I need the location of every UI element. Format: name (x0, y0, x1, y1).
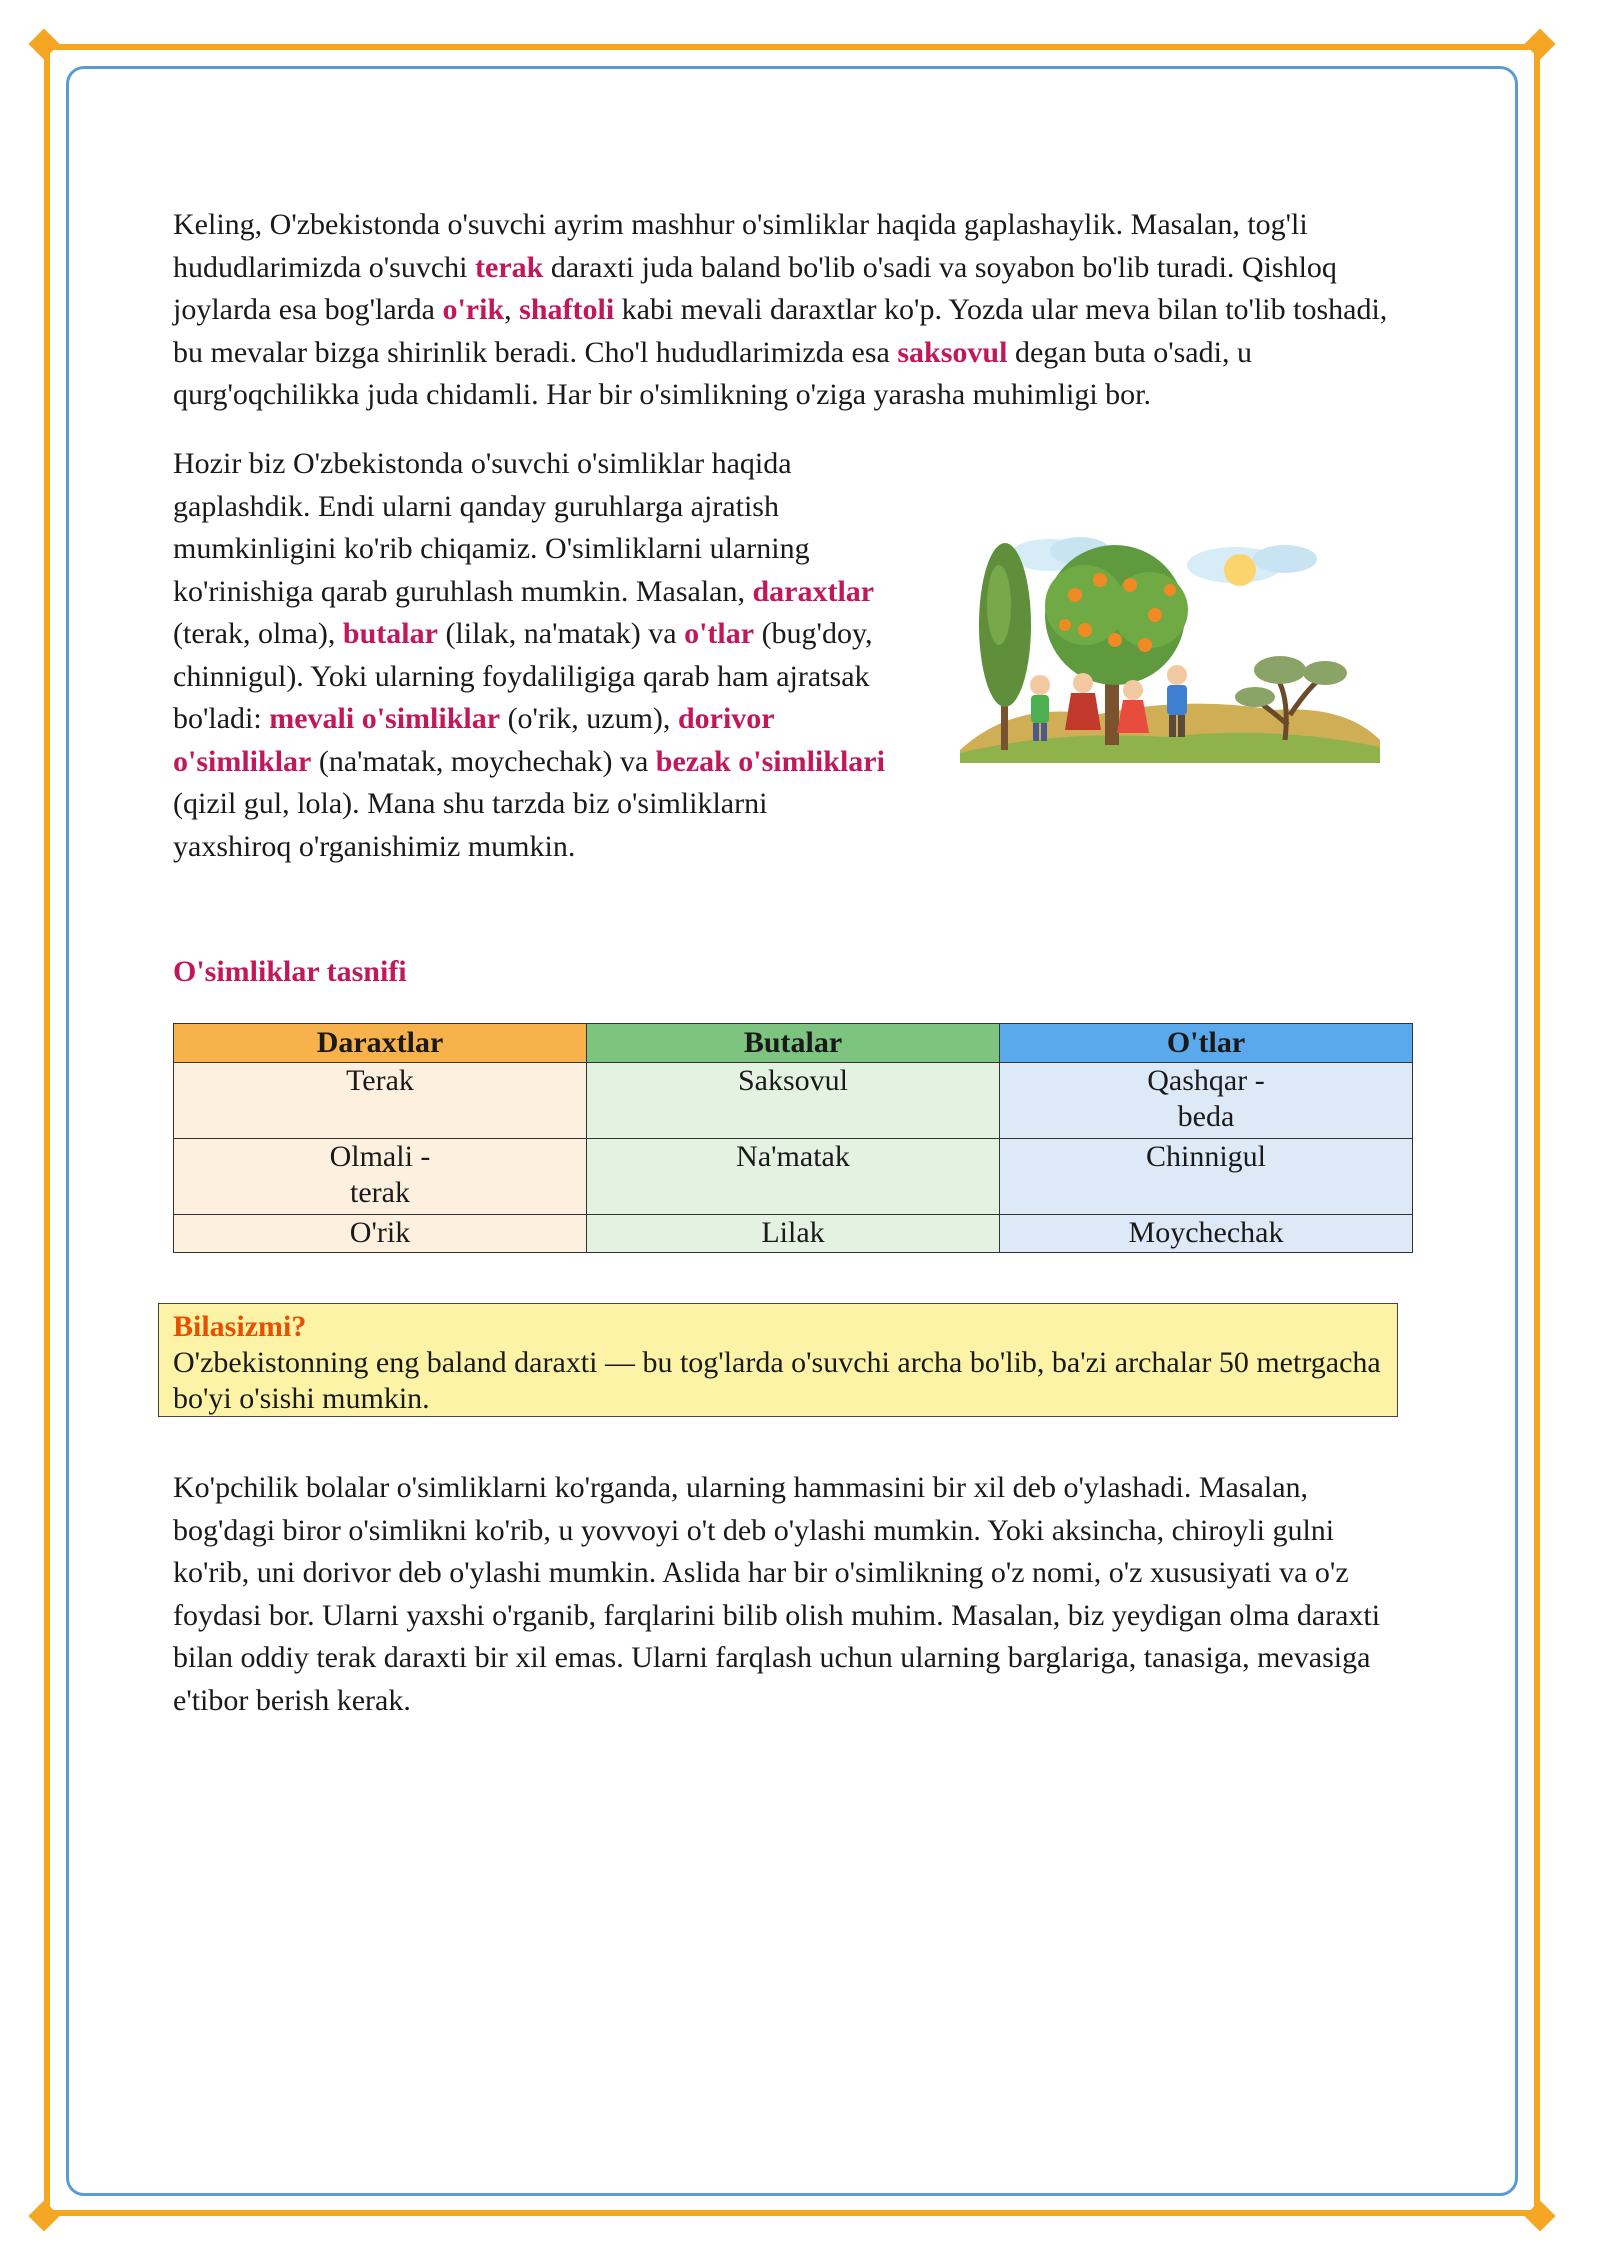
highlighted-term: shaftoli (519, 293, 615, 326)
section-title: O'simliklar tasnifi (173, 955, 407, 988)
paragraph-text: (bug'doy, chinnigul). Yoki ularning foydaliligiga qarab ham ajratsak bo'ladi: (173, 617, 873, 735)
paragraph-text: (terak, olma), (173, 617, 343, 650)
table-row (174, 1215, 1413, 1253)
table-cell: Moychechak (1000, 1215, 1413, 1253)
section-title-block (173, 955, 1413, 989)
classification-table (173, 1023, 1413, 1253)
highlighted-term: bezak o'simliklari (655, 744, 885, 778)
paragraph-text: Hozir biz O'zbekistonda o'suvchi o'simliklar haqida gaplashdik. Endi ularni qanday guruhlarga ajratish mumkinligini ko'rib chiqamiz. O'simliklarni ularning ko'rinishiga qarab guruhlash mumkin. Masalan, (173, 447, 810, 608)
classification-paragraph (173, 443, 893, 868)
paragraph-text: (qizil gul, lola). Mana shu tarzda biz o'simliklarni yaxshiroq o'rganishimiz mumkin. (173, 787, 768, 863)
highlighted-term: mevali o'simliklar (269, 702, 501, 735)
highlighted-term: saksovul (897, 335, 1008, 369)
sun-icon (1224, 554, 1256, 586)
highlighted-term: o'rik (442, 293, 505, 326)
intro-paragraph-block (173, 204, 1413, 417)
table-cell: Chinnigul (1000, 1139, 1413, 1215)
table-row (174, 1139, 1413, 1215)
paragraph-text: (o'rik, uzum), (500, 702, 678, 735)
closing-paragraph: Ko'pchilik bolalar o'simliklarni ko'rganda, ularning hammasini bir xil deb o'ylashadi. Masalan, bog'dagi biror o'simlikni ko'rib, u yovvoyi o't deb o'ylashi mumkin. Yoki aksincha, chiroyli gulni ko'rib, uni dorivor deb o'ylashi mumkin. Aslida har bir o'simlikning o'z nomi, o'z xususiyati va o'z foydasi bor. Ularni yaxshi o'rganib, farqlarini bilib olish muhim. Masalan, biz yeydigan olma daraxti bilan oddiy terak daraxti bir xil emas. Ularni farqlash uchun ularning barglariga, tanasiga, mevasiga e'tibor berish kerak. (173, 1471, 1381, 1717)
did-you-know-box (158, 1303, 1398, 1417)
table-cell: Qashqar - beda (1000, 1063, 1413, 1139)
did-you-know-text: O'zbekistonning eng baland daraxti — bu tog'larda o'suvchi archa bo'lib, ba'zi archalar 50 metrgacha bo'yi o'sishi mumkin. (173, 1346, 1381, 1415)
table-row (174, 1063, 1413, 1139)
paragraph-text: degan buta o'sadi, u qurg'oqchilikka juda chidamli. Har bir o'simlikning o'ziga yarasha muhimligi bor. (173, 335, 1252, 411)
highlighted-term: terak (475, 250, 544, 284)
paragraph-text: (na'matak, moychechak) va (311, 744, 656, 778)
intro-paragraph (173, 204, 1413, 417)
header-grasses: O'tlar (1000, 1024, 1413, 1063)
table-cell: Terak (174, 1063, 587, 1139)
highlighted-term: daraxtlar (752, 574, 875, 608)
table-cell: O'rik (174, 1215, 587, 1253)
table-cell: Na'matak (587, 1139, 1000, 1215)
closing-paragraph-block (173, 1467, 1413, 1722)
paragraph-text: kabi mevali daraxtlar ko'p. Yozda ular meva bilan to'lib toshadi, bu mevalar bizga shirinlik beradi. Cho'l hududlarimizda esa (173, 293, 1388, 369)
classification-paragraph-block (173, 443, 893, 868)
highlighted-term: butalar (342, 617, 438, 650)
paragraph-text: (lilak, na'matak) va (437, 617, 685, 650)
header-shrubs: Butalar (587, 1024, 1000, 1063)
paragraph-text: Keling, O'zbekistonda o'suvchi ayrim mashhur o'simliklar haqida gaplashaylik. Masalan, tog'li hududlarimizda o'suvchi (173, 208, 1308, 284)
header-trees: Daraxtlar (174, 1024, 587, 1063)
children-orchard-illustration (955, 525, 1385, 770)
table-cell: Lilak (587, 1215, 1000, 1253)
table-cell: Olmali - terak (174, 1139, 587, 1215)
paragraph-text: daraxti juda baland bo'lib o'sadi va soyabon bo'lib turadi. Qishloq joylarda esa bog'larda (173, 250, 1337, 326)
highlighted-term: dorivor o'simliklar (173, 702, 775, 778)
did-you-know-title: Bilasizmi? (173, 1310, 307, 1343)
highlighted-term: o'tlar (684, 617, 755, 650)
paragraph-text: , (504, 293, 520, 326)
classification-table-block (173, 1023, 1413, 1253)
table-header-row (174, 1024, 1413, 1063)
table-cell: Saksovul (587, 1063, 1000, 1139)
